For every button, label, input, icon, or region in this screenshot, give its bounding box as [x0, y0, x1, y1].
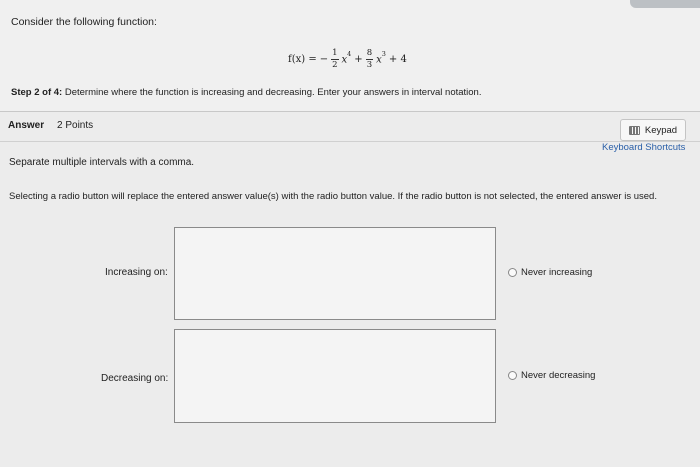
answer-header: [0, 112, 700, 142]
exponent: 4: [347, 50, 352, 59]
variable: x: [341, 54, 348, 66]
radio-circle-icon: [508, 371, 517, 380]
answer-panel: [0, 112, 700, 467]
function-formula: [288, 44, 407, 74]
formula-tail: + 4: [388, 53, 407, 65]
step-number: Step 2 of 4:: [11, 87, 63, 98]
never-decreasing-radio[interactable]: [508, 370, 595, 381]
keypad-icon: [629, 126, 640, 135]
increasing-label: Increasing on:: [105, 267, 168, 278]
formula-plus: +: [354, 53, 363, 65]
step-instruction: [11, 87, 481, 98]
increasing-input[interactable]: [174, 227, 496, 320]
step-text: Determine where the function is increasing and decreasing. Enter your answers in interval notation.: [62, 87, 482, 98]
formula-lhs: f(x) =: [288, 53, 317, 65]
points-label: 2 Points: [57, 120, 94, 131]
radio-button-note: Selecting a radio button will replace the entered answer value(s) with the radio button value. If the radio button is not selected, the entered answer is used.: [9, 191, 657, 202]
exponent: 3: [381, 50, 386, 59]
top-badge: [630, 0, 700, 8]
never-decreasing-label: Never decreasing: [521, 370, 596, 381]
radio-circle-icon: [508, 268, 517, 277]
keypad-button[interactable]: [620, 119, 686, 141]
keyboard-shortcuts-link[interactable]: Keyboard Shortcuts: [602, 142, 686, 153]
fraction-one-half: [331, 49, 338, 69]
fraction-numerator: 8: [366, 48, 373, 58]
decreasing-input[interactable]: [174, 329, 496, 423]
formula-minus: −: [319, 53, 329, 65]
fraction-denominator: 3: [366, 59, 373, 70]
variable: x: [376, 54, 382, 66]
answer-label: Answer: [8, 120, 45, 131]
question-panel: [0, 0, 700, 112]
separate-intervals-note: Separate multiple intervals with a comma.: [9, 157, 195, 168]
never-increasing-radio[interactable]: [508, 267, 592, 278]
never-increasing-label: Never increasing: [521, 267, 593, 278]
term-x4: [342, 52, 352, 65]
fraction-numerator: 1: [332, 48, 338, 58]
fraction-denominator: 2: [332, 59, 338, 70]
keypad-label: Keypad: [644, 124, 678, 136]
fraction-eight-thirds: [366, 49, 373, 69]
decreasing-label: Decreasing on:: [101, 373, 169, 384]
question-prompt: Consider the following function:: [11, 16, 157, 28]
term-x3: [376, 52, 386, 65]
